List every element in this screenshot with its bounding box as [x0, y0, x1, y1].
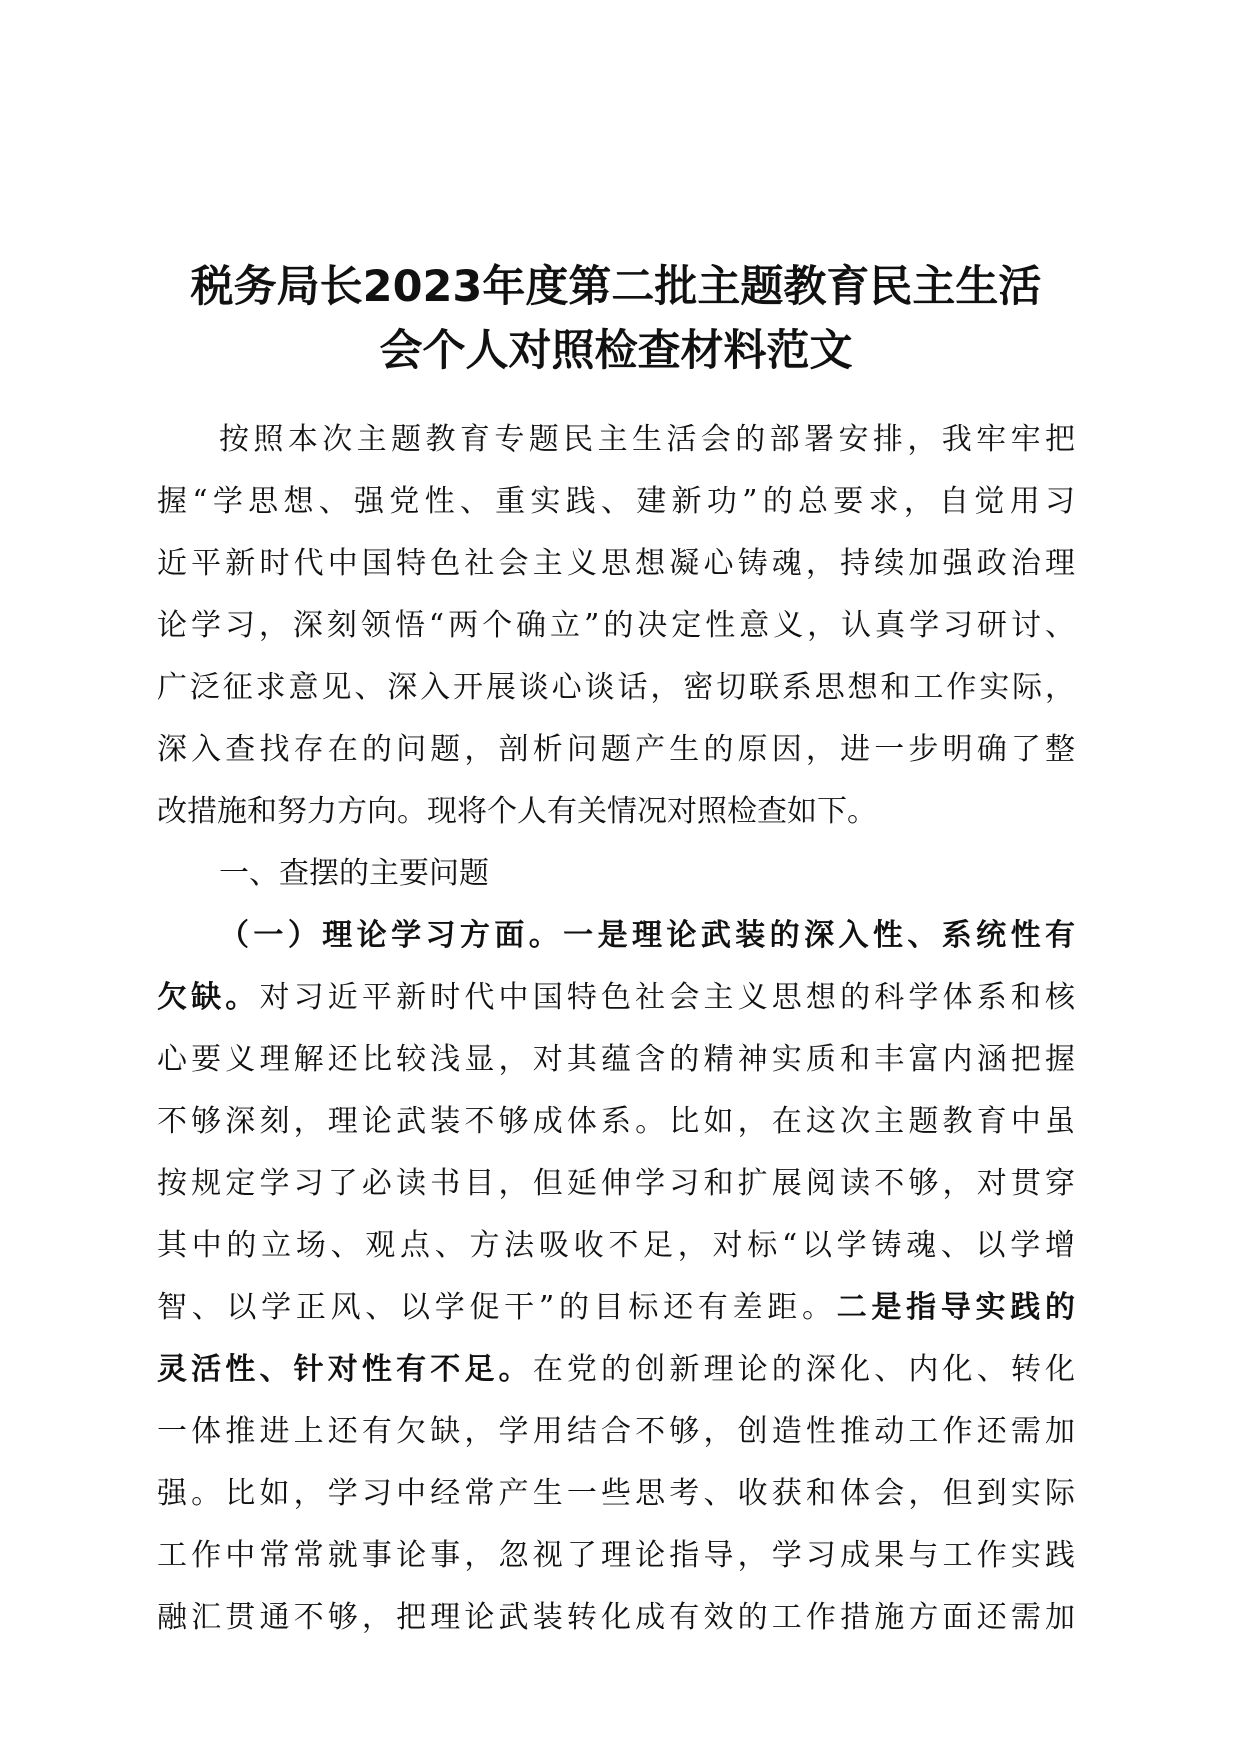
paragraph-line: [157, 967, 1075, 1029]
subsection-heading: （一）理论学习方面。一是理论武装的深入性、系统性有: [219, 918, 1075, 953]
paragraph-line: [157, 1277, 1075, 1339]
bold-phrase: 欠缺。: [157, 980, 260, 1015]
bold-phrase: 二是指导实践的: [836, 1290, 1075, 1325]
paragraph-line: 其中的立场、观点、方法吸收不足，对标“以学铸魂、以学增: [157, 1228, 1075, 1263]
paragraph-line: 广泛征求意见、深入开展谈心谈话，密切联系思想和工作实际，: [157, 670, 1075, 705]
section-heading: 一、查摆的主要问题: [219, 856, 489, 891]
title-line-1: 税务局长2023年度第二批主题教育民主生活: [190, 262, 1042, 312]
line-text: 智、以学正风、以学促干”的目标还有差距。: [157, 1290, 837, 1325]
paragraph-line: 不够深刻，理论武装不够成体系。比如，在这次主题教育中虽: [157, 1104, 1075, 1139]
title-line-2: 会个人对照检查材料范文: [379, 326, 853, 376]
paragraph-line: 心要义理解还比较浅显，对其蕴含的精神实质和丰富内涵把握: [157, 1042, 1075, 1077]
line-text: 对习近平新时代中国特色社会主义思想的科学体系和核: [259, 980, 1076, 1015]
paragraph-line: 强。比如，学习中经常产生一些思考、收获和体会，但到实际: [157, 1476, 1075, 1511]
bold-phrase: 灵活性、针对性有不足。: [157, 1352, 533, 1387]
paragraph-line: 融汇贯通不够，把理论武装转化成有效的工作措施方面还需加: [157, 1600, 1075, 1635]
document-body: [157, 409, 1075, 1649]
line-text: 在党的创新理论的深化、内化、转化: [532, 1352, 1076, 1387]
paragraph-line: 按规定学习了必读书目，但延伸学习和扩展阅读不够，对贯穿: [157, 1166, 1075, 1201]
subsection-line: [157, 905, 1075, 967]
paragraph-line: 近平新时代中国特色社会主义思想凝心铸魂，持续加强政治理: [157, 546, 1075, 581]
paragraph-line: 工作中常常就事论事，忽视了理论指导，学习成果与工作实践: [157, 1538, 1075, 1573]
document-title: [157, 255, 1075, 383]
paragraph-line: 论学习，深刻领悟“两个确立”的决定性意义，认真学习研讨、: [157, 608, 1075, 643]
paragraph-line: 按照本次主题教育专题民主生活会的部署安排，我牢牢把: [219, 422, 1075, 457]
paragraph-line: 一体推进上还有欠缺，学用结合不够，创造性推动工作还需加: [157, 1414, 1075, 1449]
paragraph-line: 改措施和努力方向。现将个人有关情况对照检查如下。: [157, 794, 877, 829]
paragraph-line: [157, 1339, 1075, 1401]
paragraph-line: 握“学思想、强党性、重实践、建新功”的总要求，自觉用习: [157, 484, 1075, 519]
paragraph-line: 深入查找存在的问题，剖析问题产生的原因，进一步明确了整: [157, 732, 1075, 767]
